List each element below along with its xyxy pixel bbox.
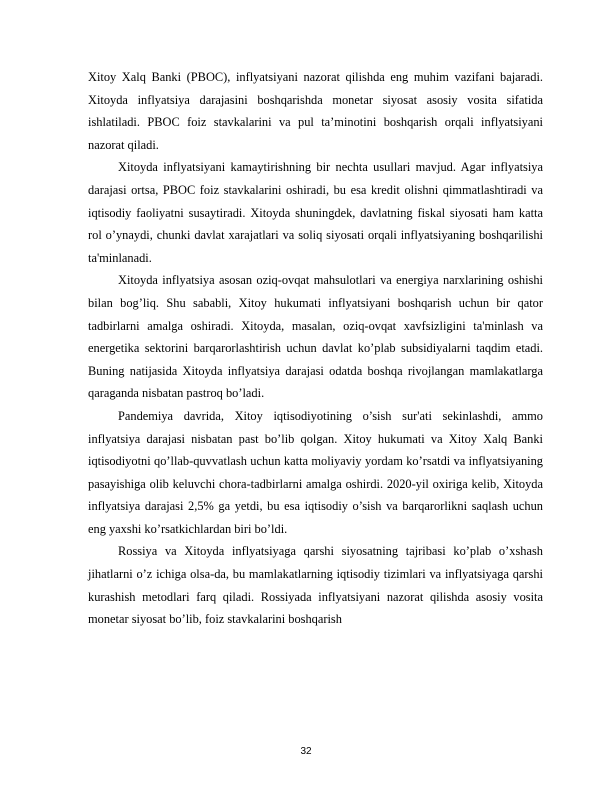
paragraph-food-energy-prices: Xitoyda inflyatsiya asosan oziq-ovqat mahsulotlari va energiya narxlarining oshishi bilan bog’liq. Shu sababli, Xitoy hukumati inflyatsiyani boshqarish uchun bir qator tadbirlarni amalga oshiradi. Xitoyda, masalan, oziq-ovqat xavfsizligini ta'minlash va energetika sektorini barqarorlashtirish uchun davlat ko’plab subsidiyalarni taqdim etadi. Buning natijasida Xitoyda inflyatsiya darajasi odatda boshqa rivojlangan mamlakatlarga qaraganda nisbatan pastroq bo’ladi. bbox=[88, 273, 543, 401]
paragraph-pandemic-period: Pandemiya davrida, Xitoy iqtisodiyotining o’sish sur'ati sekinlashdi, ammo inflyatsiya darajasi nisbatan past bo’lib qolgan. Xitoy hukumati va Xitoy Xalq Banki iqtisodiyotni qo’llab-quvvatlash uchun katta moliyaviy yordam ko’rsatdi va inflyatsiyaning pasayishiga olib keluvchi chora-tadbirlarni amalga oshirdi. 2020-yil oxiriga kelib, Xitoyda inflyatsiya darajasi 2,5% ga yetdi, bu esa iqtisodiy o’sish va barqarorlikni saqlash uchun eng yaxshi ko’rsatkichlardan biri bo’ldi. bbox=[88, 408, 543, 536]
paragraph-russia-china-comparison: Rossiya va Xitoyda inflyatsiyaga qarshi siyosatning tajribasi ko’plab o’xshash jihatlarni o’z ichiga olsa-da, bu mamlakatlarning iqtisodiy tizimlari va inflyatsiyaga qarshi kurashish metodlari farq qiladi. Rossiyada inflyatsiyani nazorat qilishda asosiy vosita monetar siyosat bo’lib, foiz stavkalarini boshqarish bbox=[88, 544, 543, 627]
page-number: 32 bbox=[300, 746, 312, 757]
document-body bbox=[88, 66, 543, 631]
paragraph-pboc-role: Xitoy Xalq Banki (PBOC), inflyatsiyani nazorat qilishda eng muhim vazifani bajaradi. Xitoyda inflyatsiya darajasini boshqarishda monetar siyosat asosiy vosita sifatida ishlatiladi. PBOC foiz stavkalarini va pul ta’minotini boshqarish orqali inflyatsiyani nazorat qiladi. bbox=[88, 70, 543, 152]
paragraph-inflation-methods: Xitoyda inflyatsiyani kamaytirishning bir nechta usullari mavjud. Agar inflyatsiya darajasi ortsa, PBOC foiz stavkalarini oshiradi, bu esa kredit olishni qimmatlashtiradi va iqtisodiy faoliyatni susaytiradi. Xitoyda shuningdek, davlatning fiskal siyosati ham katta rol o’ynaydi, chunki davlat xarajatlari va soliq siyosati orqali inflyatsiyaning boshqarilishi ta'minlanadi. bbox=[88, 160, 543, 265]
